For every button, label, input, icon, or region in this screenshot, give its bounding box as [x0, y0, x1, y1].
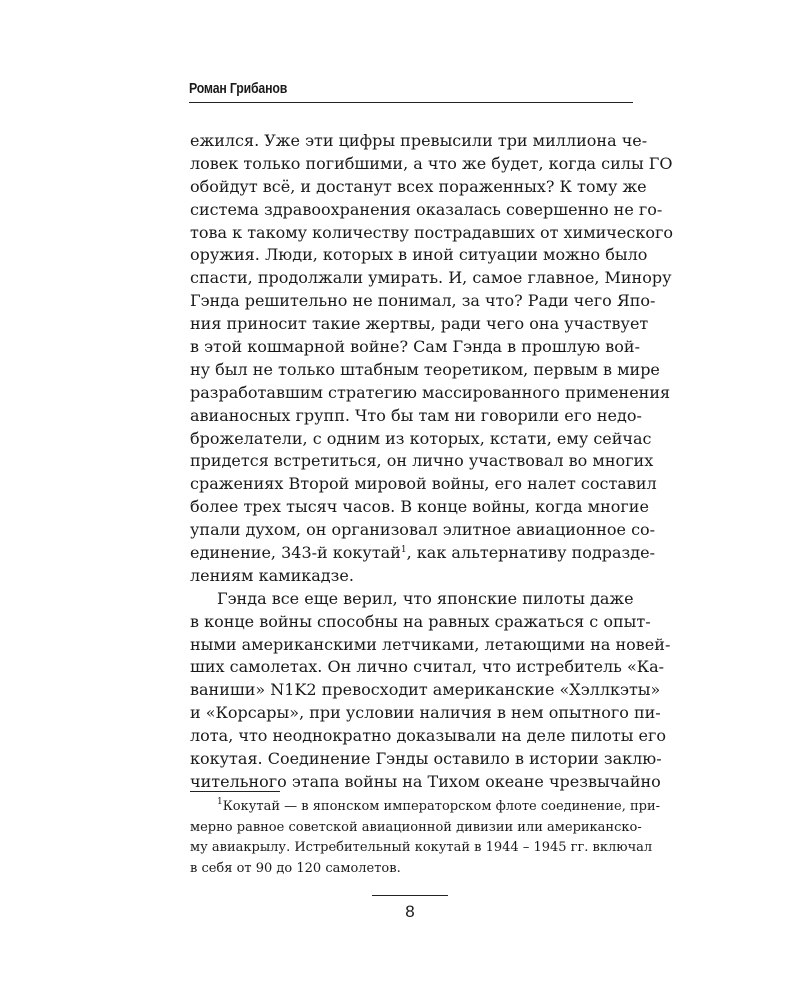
text-line: придется встретиться, он лично участвовал во многих — [190, 451, 654, 471]
line-part: , как альтернативу подразде- — [406, 543, 656, 563]
footnote — [190, 797, 661, 879]
header-rule — [189, 102, 633, 103]
text-line: спасти, продолжали умирать. И, самое главное, Минору — [190, 268, 672, 288]
text-line: система здравоохранения оказалась совершенно не го- — [190, 199, 663, 219]
text-line: в конце войны способны на равных сражаться с опыт- — [190, 611, 651, 631]
line-part: единение, 343-й кокутай — [190, 543, 401, 563]
text-line: ными американскими летчиками, летающими на новей- — [190, 634, 671, 654]
body-text — [190, 130, 673, 794]
text-line: разработавшим стратегию массированного применения — [190, 382, 671, 402]
text-line: кокутая. Соединение Гэнды оставило в истории заклю- — [190, 749, 662, 769]
text-line: и «Корсары», при условии наличия в нем опытного пи- — [190, 703, 661, 723]
text-line: Гэнда все еще верил, что японские пилоты даже — [217, 588, 634, 608]
text-line: ежился. Уже эти цифры превысили три миллиона че- — [190, 131, 648, 150]
footnote-line — [190, 797, 661, 818]
text-line: Гэнда решительно не понимал, за что? Ради чего Япо- — [190, 291, 656, 311]
header-author: Роман Грибанов — [189, 80, 288, 97]
text-line: ния приносит такие жертвы, ради чего она участвует — [190, 314, 649, 334]
text-line: авианосных групп. Что бы там ни говорили его недо- — [190, 405, 642, 425]
text-line: лота, что неоднократно доказывали на деле пилоты его — [190, 726, 666, 746]
text-line-with-footnote — [190, 542, 656, 565]
text-line: това к такому количеству пострадавших от химического — [190, 222, 673, 242]
footnote-reference: 1 — [400, 545, 407, 556]
text-line: более трех тысяч часов. В конце войны, когда многие — [190, 497, 649, 517]
text-line: ну был не только штабным теоретиком, первым в мире — [190, 359, 660, 379]
footnote-line: му авиакрылу. Истребительный кокутай в 1944 – 1945 гг. включал — [190, 840, 653, 855]
running-header — [189, 80, 633, 103]
paragraph-2 — [190, 588, 671, 794]
page-number-rule — [372, 895, 448, 896]
page-number: 8 — [405, 902, 415, 921]
footnote-line: в себя от 90 до 120 самолетов. — [190, 860, 401, 876]
footnote-rule — [190, 791, 280, 792]
text-line: ших самолетах. Он лично считал, что истребитель «Ка- — [190, 657, 665, 677]
text-line: оружия. Люди, которых в иной ситуации можно было — [190, 245, 648, 265]
text-line: сражениях Второй мировой войны, его налет составил — [190, 474, 657, 494]
text-line: брожелатели, с одним из которых, кстати, ему сейчас — [190, 428, 652, 448]
text-line: обойдут всё, и достанут всех пораженных? К тому же — [190, 176, 647, 196]
text-line: упали духом, он организовал элитное авиационное со- — [190, 520, 656, 540]
text-line: ловек только погибшими, а что же будет, когда силы ГО — [190, 153, 673, 173]
text-line: лениям камикадзе. — [190, 565, 354, 585]
text-line: в этой кошмарной войне? Сам Гэнда в прошлую вой- — [190, 337, 640, 357]
footnote-text: Кокутай — в японском императорском флоте соединение, при- — [222, 799, 661, 814]
text-line: ваниши» N1K2 превосходит американские «Хэллкэты» — [190, 680, 661, 700]
text-line: чительного этапа войны на Тихом океане чрезвычайно — [190, 771, 661, 791]
footnote-marker: 1 — [217, 797, 223, 807]
footnote-line: мерно равное советской авиационной дивизии или американско- — [190, 819, 642, 835]
paragraph-1 — [190, 130, 673, 588]
